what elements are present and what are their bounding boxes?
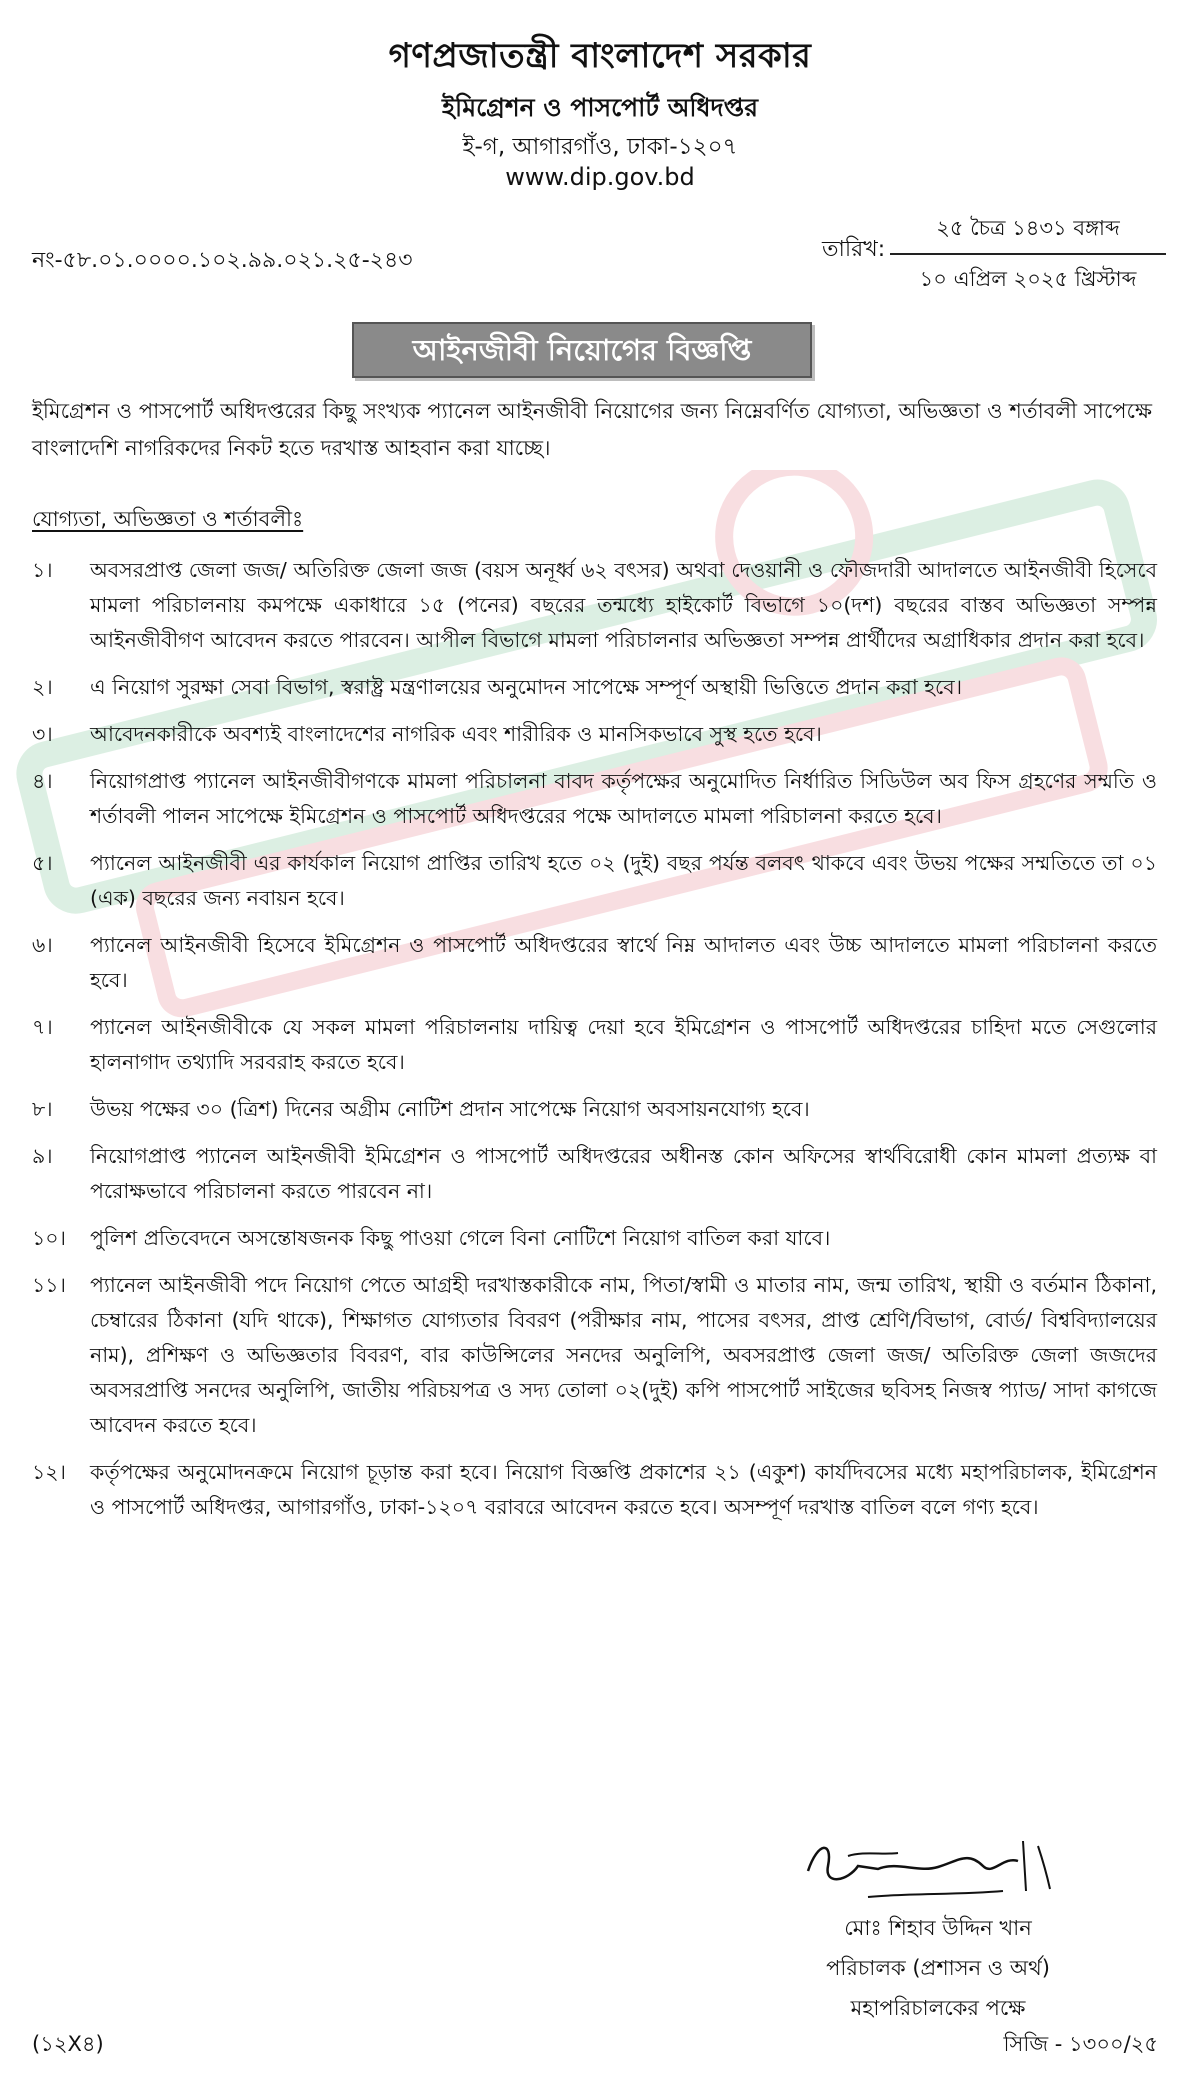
item-text: নিয়োগপ্রাপ্ত প্যানেল আইনজীবীগণকে মামলা পরিচালনা বাবদ কর্তৃপক্ষের অনুমোদিত নির্ধারিত সিডিউল অব ফিস গ্রহণের সম্মতি ও শর্তাবলী পালন সাপেক্ষে ইমিগ্রেশন ও পাসপোর্ট অধিদপ্তরের পক্ষে আদালতে মামলা পরিচালনা করতে হবে। <box>90 769 1157 828</box>
list-item <box>32 764 1157 834</box>
size-code: (১২X৪) <box>32 2032 104 2056</box>
signatory-designation: পরিচালক (প্রশাসন ও অর্থ) <box>826 1956 1050 1980</box>
list-item <box>32 1092 1157 1127</box>
item-number: ১। <box>32 558 53 582</box>
item-number: ১১। <box>32 1273 66 1297</box>
list-item <box>32 928 1157 998</box>
department-name: ইমিগ্রেশন ও পাসপোর্ট অধিদপ্তর <box>442 93 758 122</box>
intro-paragraph: ইমিগ্রেশন ও পাসপোর্ট অধিদপ্তরের কিছু সংখ্যক প্যানেল আইনজীবী নিয়োগের জন্য নিম্নেবর্ণিত যোগ্যতা, অভিজ্ঞতা ও শর্তাবলী সাপেক্ষে বাংলাদেশি নাগরিকদের নিকট হতে দরখাস্ত আহবান করা যাচ্ছে। <box>32 399 1152 460</box>
memo-number: নং-৫৮.০১.০০০০.১০২.৯৯.০২১.২৫-২৪৩ <box>32 248 413 273</box>
department-address: ই-গ, আগারগাঁও, ঢাকা-১২০৭ <box>462 134 738 160</box>
list-item <box>32 1268 1157 1443</box>
cg-code: সিজি - ১৩০০/২৫ <box>1003 2032 1158 2056</box>
list-item <box>32 846 1157 916</box>
item-number: ১০। <box>32 1226 66 1250</box>
item-number: ৫। <box>32 851 53 875</box>
item-text: প্যানেল আইনজীবী এর কার্যকাল নিয়োগ প্রাপ্তির তারিখ হতে ০২ (দুই) বছর পর্যন্ত বলবৎ থাকবে এবং উভয় পক্ষের সম্মতিতে তা ০১ (এক) বছরের জন্য নবায়ন হবে। <box>90 851 1157 910</box>
signatory-on-behalf: মহাপরিচালকের পক্ষে <box>850 1996 1026 2020</box>
signatory-name: মোঃ শিহাব উদ্দিন খান <box>844 1916 1032 1940</box>
item-number: ৯। <box>32 1144 53 1168</box>
signature-image <box>788 1811 1088 1911</box>
date-bangla: ২৫ চৈত্র ১৪৩১ বঙ্গাব্দ <box>936 216 1120 240</box>
list-item <box>32 553 1157 658</box>
item-number: ৪। <box>32 769 53 793</box>
list-item <box>32 670 1157 705</box>
conditions-list <box>32 553 1157 1537</box>
item-text: পুলিশ প্রতিবেদনে অসন্তোষজনক কিছু পাওয়া গেলে বিনা নোটিশে নিয়োগ বাতিল করা যাবে। <box>90 1226 831 1250</box>
item-text: উভয় পক্ষের ৩০ (ত্রিশ) দিনের অগ্রীম নোটিশ প্রদান সাপেক্ষে নিয়োগ অবসায়নযোগ্য হবে। <box>90 1097 810 1121</box>
item-number: ৮। <box>32 1097 53 1121</box>
list-item <box>32 1139 1157 1209</box>
item-text: নিয়োগপ্রাপ্ত প্যানেল আইনজীবী ইমিগ্রেশন ও পাসপোর্ট অধিদপ্তরের অধীনস্ত কোন অফিসের স্বার্থবিরোধী কোন মামলা প্রত্যক্ষ বা পরোক্ষভাবে পরিচালনা করতে পারবেন না। <box>90 1144 1157 1203</box>
date-gregorian: ১০ এপ্রিল ২০২৫ খ্রিস্টাব্দ <box>919 267 1137 291</box>
item-number: ৬। <box>32 933 53 957</box>
item-text: আবেদনকারীকে অবশ্যই বাংলাদেশের নাগরিক এবং শারীরিক ও মানসিকভাবে সুস্থ হতে হবে। <box>90 722 822 746</box>
item-number: ২। <box>32 675 53 699</box>
item-text: কর্তৃপক্ষের অনুমোদনক্রমে নিয়োগ চূড়ান্ত করা হবে। নিয়োগ বিজ্ঞপ্তি প্রকাশের ২১ (একুশ) কার্যদিবসের মধ্যে মহাপরিচালক, ইমিগ্রেশন ও পাসপোর্ট অধিদপ্তর, আগারগাঁও, ঢাকা-১২০৭ বরাবরে আবেদন করতে হবে। অসম্পূর্ণ দরখাস্ত বাতিল বলে গণ্য হবে। <box>90 1460 1157 1519</box>
government-name: গণপ্রজাতন্ত্রী বাংলাদেশ সরকার <box>388 36 812 76</box>
date-label: তারিখ: <box>822 237 886 262</box>
item-text: প্যানেল আইনজীবী পদে নিয়োগ পেতে আগ্রহী দরখাস্তকারীকে নাম, পিতা/স্বামী ও মাতার নাম, জন্ম তারিখ, স্থায়ী ও বর্তমান ঠিকানা, চেম্বারের ঠিকানা (যদি থাকে), শিক্ষাগত যোগ্যতার বিবরণ (পরীক্ষার নাম, পাসের বৎসর, প্রাপ্ত শ্রেণি/বিভাগ, বোর্ড/ বিশ্ববিদ্যালয়ের নাম), প্রশিক্ষণ ও অভিজ্ঞতার বিবরণ, বার কাউন্সিলের সনদের অনুলিপি, অবসরপ্রাপ্ত জেলা জজ/ অতিরিক্ত জেলা জজদের অবসরপ্রাপ্তি সনদের অনুলিপি, জাতীয় পরিচয়পত্র ও সদ্য তোলা ০২(দুই) কপি পাসপোর্ট সাইজের ছবিসহ নিজস্ব প্যাড/ সাদা কাগজে আবেদন করতে হবে। <box>90 1273 1157 1437</box>
list-item <box>32 717 1157 752</box>
conditions-heading: যোগ্যতা, অভিজ্ঞতা ও শর্তাবলীঃ <box>32 507 304 531</box>
item-text: এ নিয়োগ সুরক্ষা সেবা বিভাগ, স্বরাষ্ট্র মন্ত্রণালয়ের অনুমোদন সাপেক্ষে সম্পূর্ণ অস্থায়ী ভিত্তিতে প্রদান করা হবে। <box>90 675 963 699</box>
item-number: ৩। <box>32 722 53 746</box>
item-text: অবসরপ্রাপ্ত জেলা জজ/ অতিরিক্ত জেলা জজ (বয়স অনূর্ধ্ব ৬২ বৎসর) অথবা দেওয়ানী ও ফৌজদারী আদালতে আইনজীবী হিসেবে মামলা পরিচালনায় কমপক্ষে একাধারে ১৫ (পনের) বছরের তন্মধ্যে হাইকোর্ট বিভাগে ১০(দশ) বছরের বাস্তব অভিজ্ঞতা সম্পন্ন আইনজীবীগণ আবেদন করতে পারবেন। আপীল বিভাগে মামলা পরিচালনার অভিজ্ঞতা সম্পন্ন প্রার্থীদের অগ্রাধিকার প্রদান করা হবে। <box>90 558 1157 652</box>
date-divider <box>890 253 1166 255</box>
item-number: ৭। <box>32 1015 53 1039</box>
date-block <box>890 212 1166 298</box>
list-item <box>32 1455 1157 1525</box>
list-item <box>32 1010 1157 1080</box>
notice-title: আইনজীবী নিয়োগের বিজ্ঞপ্তি <box>352 322 812 378</box>
department-website[interactable]: www.dip.gov.bd <box>505 163 695 191</box>
item-text: প্যানেল আইনজীবীকে যে সকল মামলা পরিচালনায় দায়িত্ব দেয়া হবে ইমিগ্রেশন ও পাসপোর্ট অধিদপ্তরের চাহিদা মতে সেগুলোর হালনাগাদ তথ্যাদি সরবরাহ করতে হবে। <box>90 1015 1157 1074</box>
list-item <box>32 1221 1157 1256</box>
item-number: ১২। <box>32 1460 66 1484</box>
item-text: প্যানেল আইনজীবী হিসেবে ইমিগ্রেশন ও পাসপোর্ট অধিদপ্তরের স্বার্থে নিম্ন আদালত এবং উচ্চ আদালতে মামলা পরিচালনা করতে হবে। <box>90 933 1157 992</box>
